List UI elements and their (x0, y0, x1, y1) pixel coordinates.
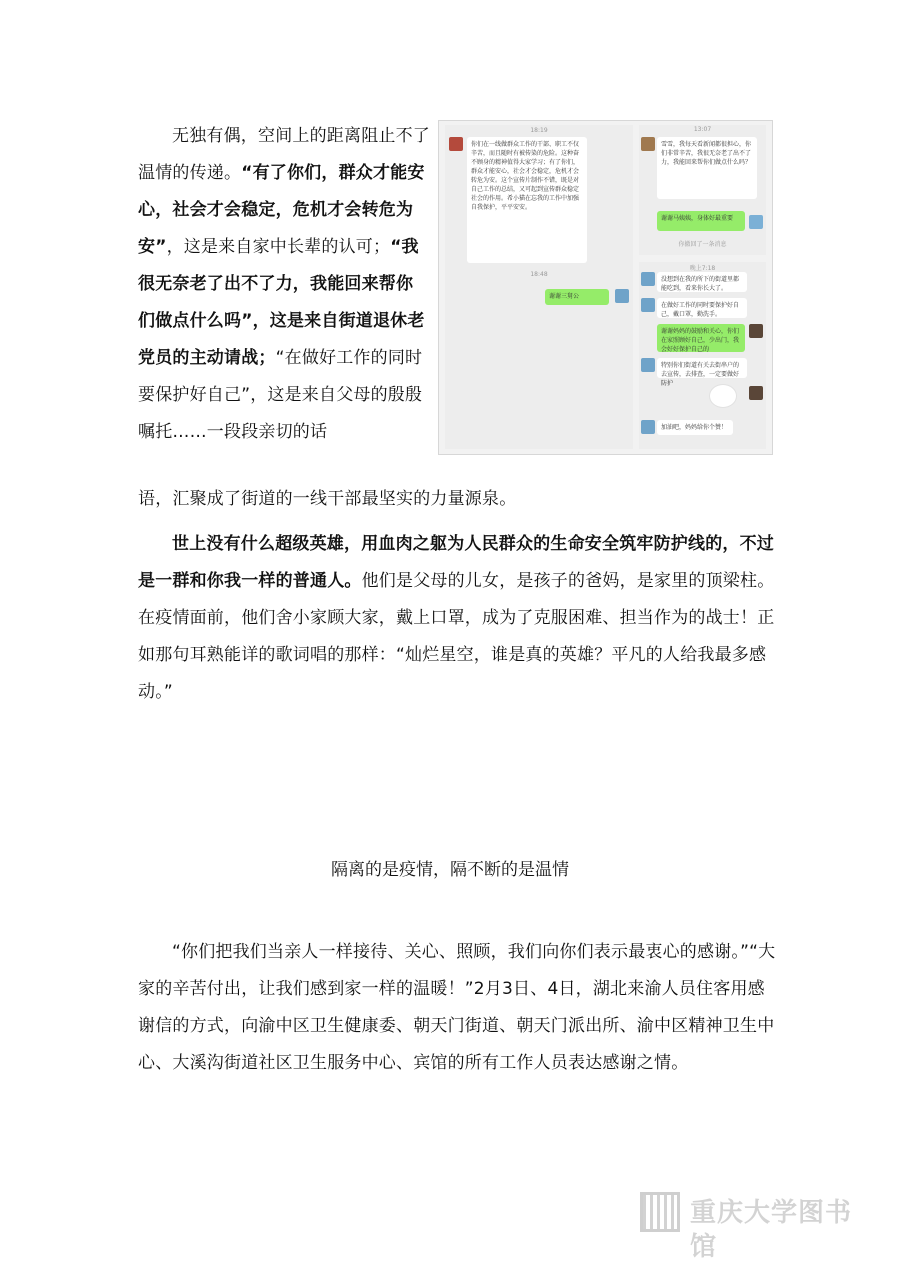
chat-message-aunt: 雪雪，我每天看新闻都很担心，你们非常辛苦，我很无奈老了出不了力，我能回来帮你们做点什么吗？ (657, 137, 757, 199)
avatar (449, 137, 463, 151)
chat-panel-uncle (445, 125, 633, 449)
avatar (641, 358, 655, 372)
p1-quote-elder: “有了你们，群众才能安心，社会才会稳定，危机才会转危为安” (138, 163, 425, 257)
chat-time: 13:07 (693, 126, 712, 133)
avatar (641, 137, 655, 151)
library-watermark (640, 1192, 870, 1262)
chat-reply-aunt: 谢谢马姨姨，身体好最重要 (657, 211, 745, 231)
chat-time: 18:48 (530, 271, 548, 278)
paragraph-family-support (138, 118, 430, 451)
chat-reply-thanks: 谢谢三舅公 (545, 289, 609, 305)
avatar (749, 386, 763, 400)
chat-reply-mother: 谢谢妈妈的鼓励和关心，你们在家照顾好自己，少出门，我会好好保护自己的 (657, 324, 745, 352)
p3-body: “大家的辛苦付出，让我们感到家一样的温暖！”2月3日、4日，湖北来渝人员住客用感谢信的方式，向渝中区卫生健康委、朝天门街道、朝天门派出所、渝中区精神卫生中心、大溪沟街道社区卫生服务中心、宾馆的所有工作人员表达感谢之情。 (138, 942, 776, 1073)
p1-sentence-1: 无独有偶，空间上的距离阻止不了温情的传递。 (138, 126, 430, 183)
avatar (641, 420, 655, 434)
chat-time: 18:19 (530, 127, 548, 134)
chat-recall-notice: 你撤回了一条消息 (678, 241, 727, 248)
chat-panel-aunt (639, 125, 766, 255)
paragraph-family-support-end: 语，汇聚成了街道的一线干部最坚实的力量源泉。 (138, 489, 517, 509)
chat-message: 特别你们街道有关去街串户的去宣传，去排查，一定要做好防护 (657, 358, 747, 378)
chat-time: 晚上7:18 (689, 265, 716, 272)
avatar (749, 324, 763, 338)
p1-quote-parents: “在做好工作的同时要保护好自己”，这是来自父母的殷殷嘱托……一段段亲切的话 (138, 348, 423, 442)
paragraph-thank-you-letter (138, 934, 778, 1082)
p1-quote-veteran: “我很无奈老了出不了力，我能回来帮你们做点什么吗”，这是来自街道退休老党员的主动请战； (138, 237, 425, 368)
paragraph-ordinary-heroes (138, 526, 778, 711)
chat-message-uncle: 你们在一线做群众工作的干部、职工不仅辛苦，而且随时有被传染的危险。这种奋不顾身的精神值得大家学习；有了你们，群众才能安心，社会才会稳定，危机才会转危为安。这个宣传片制作不错，既是对自己工作的总结，又可起到宣传群众稳定社会的作用。希小猫在忘我的工作中加强自我保护，平平安安。 (467, 137, 587, 263)
ghost-sticker-icon (709, 384, 737, 408)
chat-panel-mother (639, 262, 766, 449)
avatar (641, 272, 655, 286)
p2-body: 他们是父母的儿女，是孩子的爸妈，是家里的顶梁柱。在疫情面前，他们舍小家顾大家，戴上口罩，成为了克服困难、担当作为的战士！正如那句耳熟能详的歌词唱的那样：“灿烂星空，谁是真的英雄？平凡的人给我最多感动。” (138, 571, 775, 702)
chat-message: 在做好工作的同时要保护好自己，戴口罩，勤洗手。 (657, 298, 747, 318)
p1-sentence-3: ，这是来自家中长辈的认可； (166, 237, 391, 257)
p2-bold-statement: 世上没有什么超级英雄，用血肉之躯为人民群众的生命安全筑牢防护线的，不过是一群和你我一样的普通人。 (138, 534, 774, 591)
p3-quote-1: “你们把我们当亲人一样接待、关心、照顾，我们向你们表示最衷心的感谢。” (172, 942, 750, 962)
chat-screenshot (438, 120, 773, 455)
library-logo-icon (640, 1192, 680, 1232)
avatar (749, 215, 763, 229)
avatar (641, 298, 655, 312)
chat-message: 加油吧，妈妈给你个赞！ (657, 420, 733, 435)
avatar (615, 289, 629, 303)
library-name: 重庆大学图书馆 (690, 1198, 853, 1262)
section-heading: 隔离的是疫情，隔不断的是温情 (331, 860, 569, 880)
chat-message: 没想到在我的所下的街道里都能吃到，看来你长大了。 (657, 272, 747, 292)
